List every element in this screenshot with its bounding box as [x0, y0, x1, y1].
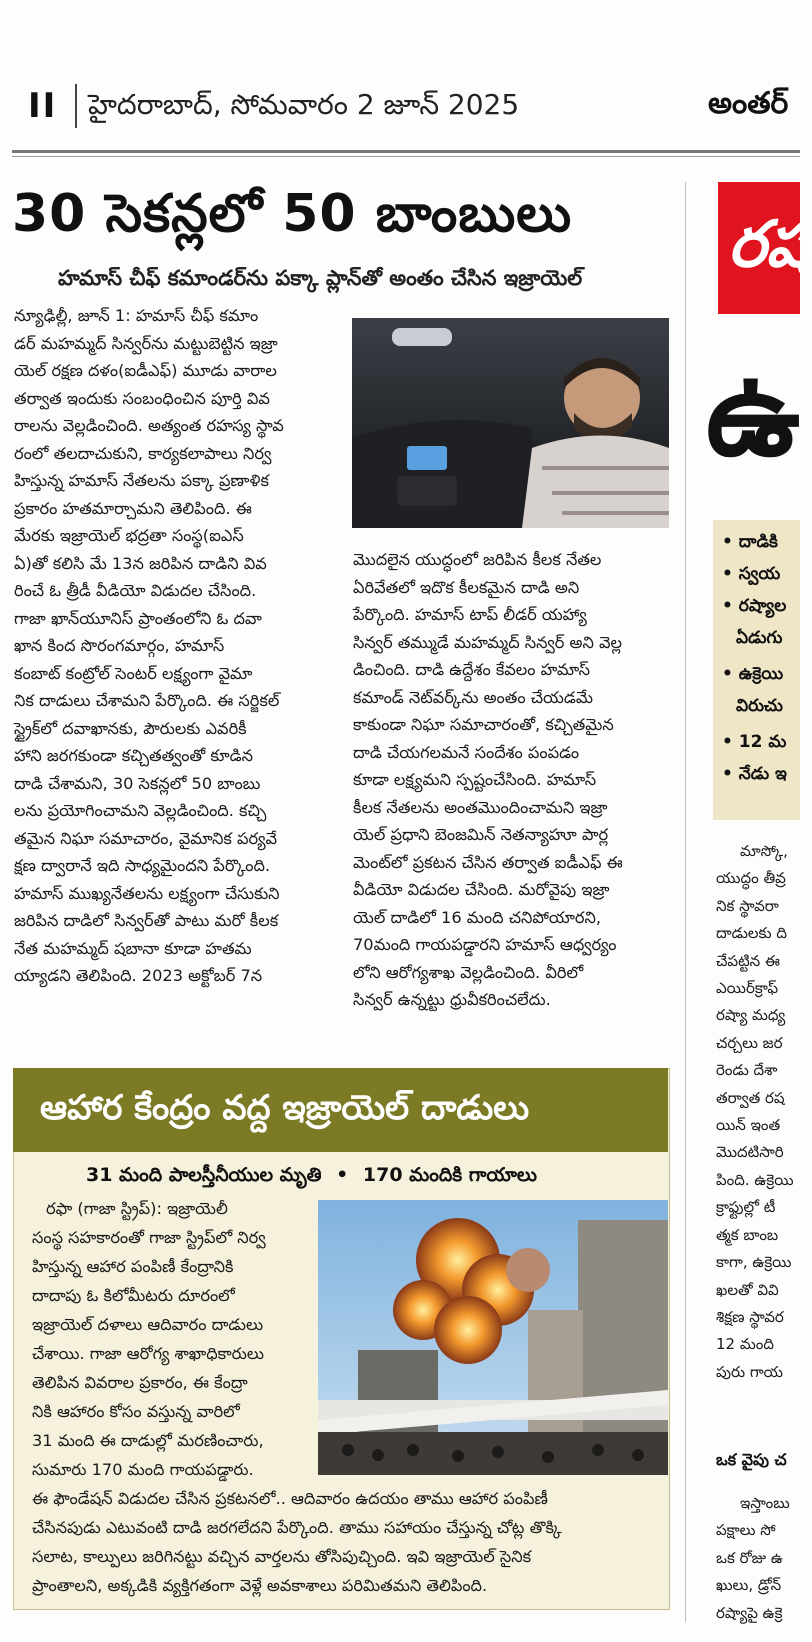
bullet-item: • దాడికి	[722, 532, 778, 552]
article-line: కమాండ్ నెట్‌వర్క్‌ను అంతం చేయడమే	[353, 687, 593, 707]
article-line: వీడియో విడుదల చేసింది. మరోవైపు ఇజ్రా	[353, 880, 610, 899]
article-line: దాడి చేశామని, 30 సెకన్లలో 50 బాంబు	[14, 773, 261, 793]
article-line: దాదాపు ఓ కిలోమీటరు దూరంలో	[32, 1286, 235, 1305]
article-line: పింది. ఉక్రెయి	[716, 1170, 794, 1189]
article-line: ఏ)తో కలిసి మే 13న జరిపిన దాడిని వివ	[14, 553, 267, 573]
article-line: రాలను వెల్లడించింది. అత్యంత రహస్య స్థావ	[14, 416, 284, 435]
article-line: ప్రకారం హతమార్చామని తెలిపింది. ఈ	[14, 498, 252, 518]
article-line: తర్వాత ఇందుకు సంబంధించిన పూర్తి వివ	[14, 388, 270, 408]
right-section-heading: ఒక వైపు చ	[716, 1450, 787, 1469]
article-line: మాస్కో,	[740, 842, 788, 860]
right-article-text	[716, 838, 794, 1386]
article-line: చేపట్టిన ఈ	[716, 951, 780, 970]
bullet-item: • 12 మ	[722, 732, 787, 752]
article-line: ఖలతో వివి	[716, 1280, 779, 1299]
article-line: యెల్ రక్షణ దళం(ఐడీఎఫ్) మూడు వారాల	[14, 361, 277, 380]
article-line: ఏరివేతలో ఇదొక కీలకమైన దాడి అని	[353, 577, 580, 597]
article-line: 70మంది గాయపడ్డారని హమాస్ ఆధ్వర్యం	[353, 935, 617, 954]
article-line: పురు గాయ	[716, 1362, 783, 1381]
article-line: యెల్ దాడిలో 16 మంది చనిపోయారని,	[353, 907, 601, 927]
article-line: 31 మంది ఈ దాడుల్లో మరణించారు,	[32, 1431, 264, 1450]
bullet-text: నేడు ఇ	[738, 764, 787, 784]
article-line: ఖాన కింద సొరంగమార్గం, హమాస్	[14, 636, 225, 655]
bullet: •	[336, 1164, 349, 1186]
page-marker: II	[28, 86, 58, 126]
box-column-text	[32, 1194, 317, 1484]
bullet-item: • స్వయ	[722, 564, 781, 584]
article-line: ఇస్తాంబు	[740, 1494, 790, 1512]
article-line: హమాస్ ముఖ్యనేతలను లక్ష్యంగా చేసుకుని	[14, 883, 280, 903]
article-line: హాని జరగకుండా కచ్చితత్వంతో కూడిన	[14, 746, 253, 765]
article-line: నిక స్థావరా	[716, 896, 779, 915]
article-line: ఈ ఫౌండేషన్ విడుదల చేసిన ప్రకటనలో.. ఆదివారం ఉదయం తాము ఆహార పంపిణీ	[32, 1489, 548, 1508]
section-title: అంతర్	[708, 86, 789, 121]
box-full-text	[32, 1484, 652, 1600]
top-rule	[12, 150, 800, 153]
bullet-item: • రష్యాల	[722, 596, 787, 616]
article-line: హిస్తున్న ఆహార పంపిణీ కేంద్రానికి	[32, 1257, 234, 1276]
article-line: రంలో తలదాచుకుని, కార్యకలాపాలు నిర్వ	[14, 443, 272, 463]
article-line: రెండు దేశా	[716, 1061, 778, 1080]
box-subhead-left: 31 మంది పాలస్తీనీయుల మృతి	[86, 1164, 322, 1186]
article-line: ఒక రోజు ఉ	[716, 1548, 783, 1567]
story-photo-explosion	[318, 1200, 668, 1475]
article-line: చేశాయి. గాజా ఆరోగ్య శాఖాధికారులు	[32, 1344, 264, 1363]
right-headline-letter: ఉ	[706, 344, 801, 482]
article-line: న్యూఢిల్లీ, జూన్ 1: హమాస్ చీఫ్ కమాం	[14, 306, 259, 325]
article-line: శిక్షణ స్థావర	[716, 1307, 784, 1326]
red-banner-text: రష	[728, 208, 812, 282]
article-line: చర్చలు జర	[716, 1033, 783, 1052]
article-line: కాగా, ఉక్రెయి	[716, 1253, 792, 1272]
bullet-item	[722, 696, 787, 732]
main-subhead: హమాస్ చీఫ్ కమాండర్‌ను పక్కా ప్లాన్‌తో అంతం చేసిన ఇజ్రాయెల్	[58, 266, 583, 290]
bullet-text: విరుచు	[736, 696, 783, 716]
article-line: రష్యాపై ఉక్రె	[716, 1603, 783, 1622]
article-line: మెంట్‌లో ప్రకటన చేసిన తర్వాత ఐడీఎఫ్ ఈ	[353, 852, 623, 872]
article-line: సుమారు 170 మంది గాయపడ్డారు.	[32, 1460, 254, 1479]
article-line: డర్ మహమ్మద్ సిన్వర్‌ను మట్టుబెట్టిన ఇజ్రా	[14, 333, 278, 353]
dateline: హైదరాబాద్, సోమవారం 2 జూన్ 2025	[88, 88, 520, 121]
article-line: గాజా ఖాన్‌యూనిస్ ప్రాంతంలోని ఓ దవా	[14, 608, 262, 628]
column-divider	[685, 182, 686, 1622]
article-line: 12 మంది	[716, 1335, 774, 1354]
box-headline: ఆహార కేంద్రం వద్ద ఇజ్రాయెల్ దాడులు	[40, 1088, 530, 1128]
article-line: ఎయిర్‌క్రాఫ్	[716, 979, 779, 998]
article-line: రఫా (గాజా స్ట్రిప్): ఇజ్రాయెలీ	[46, 1199, 228, 1218]
article-line: మొదటిసారి	[716, 1143, 784, 1162]
article-line: రష్యా మధ్య	[716, 1006, 786, 1025]
article-line: హిస్తున్న హమాస్ నేతలను పక్కా ప్రణాళిక	[14, 471, 269, 490]
bullet-text: దాడికి	[738, 532, 778, 552]
article-line: డించింది. దాడి ఉద్దేశం కేవలం హమాస్	[353, 660, 591, 679]
article-line: స్ట్రైక్‌లో దవాఖానకు, పౌరులకు ఎవరికీ	[14, 718, 247, 738]
top-rule-thin	[12, 156, 800, 157]
article-line: య్యాడని తెలిపింది. 2023 అక్టోబర్ 7న	[14, 966, 263, 985]
article-line: సలాట, కాల్పులు జరిగినట్టు వచ్చిన వార్తలను తోసిపుచ్చింది. ఇవి ఇజ్రాయెల్ సైనిక	[32, 1547, 532, 1566]
article-line: తర్వాత రష	[716, 1088, 785, 1107]
article-line: క్రాఫ్టుల్లో టీ	[716, 1198, 776, 1217]
article-column-1	[14, 302, 332, 990]
article-line: పేర్కొంది. హమాస్ టాప్ లీడర్ యహ్యా	[353, 605, 587, 624]
article-line: త్మక బాంబ	[716, 1225, 779, 1244]
bullet-text: రష్యాల	[738, 596, 787, 616]
article-line: తెలిపిన వివరాల ప్రకారం, ఈ కేంద్రా	[32, 1373, 248, 1392]
story-photo-car	[352, 318, 669, 528]
article-line: సిన్వర్ ఉన్నట్టు ధ్రువీకరించలేదు.	[353, 990, 551, 1009]
bullet-text: ఉక్రెయి	[738, 664, 784, 684]
article-line: నికి ఆహారం కోసం వస్తున్న వారిలో	[32, 1402, 240, 1421]
article-line: దాడి చేయగలమనే సందేశం పంపడం	[353, 742, 580, 762]
bullet-item: • నేడు ఇ	[722, 764, 787, 784]
bullet-item: • ఉక్రెయి	[722, 664, 784, 684]
article-line: చేసినపుడు ఎటువంటి దాడి జరగలేదని పేర్కొంది. తాము సహాయం చేస్తున్న చోట్ల తొక్కి	[32, 1518, 562, 1537]
bullet-text: స్వయ	[738, 564, 781, 584]
article-line: లోని ఆరోగ్యశాఖ వెల్లడించింది. వీరిలో	[353, 962, 584, 982]
article-line: దాడులకు ది	[716, 924, 787, 943]
article-line: ఇజ్రాయెల్ దళాలు ఆదివారం దాడులు	[32, 1315, 264, 1334]
article-line: యుద్ధం తీవ్ర	[716, 869, 786, 888]
article-line: కంబాట్ కంట్రోల్ సెంటర్ లక్ష్యంగా వైమా	[14, 663, 253, 683]
article-line: మేరకు ఇజ్రాయెల్ భద్రతా సంస్థ(ఐఎస్	[14, 526, 244, 545]
right-bullet-list	[722, 532, 787, 796]
article-line: సంస్థ సహకారంతో గాజా స్ట్రిప్‌లో నిర్వ	[32, 1228, 266, 1247]
main-headline: 30 సెకన్లలో 50 బాంబులు	[12, 184, 573, 244]
article-line: లను ప్రయోగించామని వెల్లడించింది. కచ్చి	[14, 801, 267, 820]
bullet-text: ఏడుగు	[736, 628, 783, 648]
article-line: తమైన నిఘా సమాచారం, వైమానిక పర్యవే	[14, 828, 278, 848]
article-line: మొదలైన యుద్ధంలో జరిపిన కీలక నేతల	[353, 550, 602, 569]
box-subhead	[86, 1164, 646, 1191]
article-line: నిక దాడులు చేశామని పేర్కొంది. ఈ సర్జికల్	[14, 691, 280, 710]
article-line: నేత మహమ్మద్ షబానా కూడా హతమ	[14, 938, 252, 958]
article-line: ఖులు, డ్రోన్	[716, 1576, 782, 1595]
bullet-item	[722, 628, 787, 664]
article-line: కీలక నేతలను అంతమొందించామని ఇజ్రా	[353, 797, 608, 817]
article-line: యెల్ ప్రధాని బెంజమిన్ నెతన్యాహూ పార్ల	[353, 825, 609, 844]
box-subhead-right: 170 మందికి గాయాలు	[362, 1164, 537, 1186]
article-line: క్షణ ద్వారానే ఇది సాధ్యమైందని పేర్కొంది.	[14, 856, 271, 875]
masthead-divider	[75, 84, 77, 128]
article-line: కాకుండా నిఘా సమాచారంతో, కచ్చితమైన	[353, 715, 614, 734]
article-column-2	[353, 546, 669, 1014]
article-line: ప్రాంతాలని, అక్కడికి వ్యక్తిగతంగా వెళ్లే అవకాశాలు పరిమితమని తెలిపింది.	[32, 1576, 488, 1595]
article-line: జరిపిన దాడిలో సిన్వర్‌తో పాటు మరో కీలక	[14, 911, 279, 930]
article-line: రించే ఓ త్రీడీ వీడియో విడుదల చేసింది.	[14, 581, 257, 600]
article-line: యిన్ ఇంత	[716, 1116, 781, 1135]
right-article-text-2	[716, 1490, 790, 1627]
article-line: సిన్వర్ తమ్ముడే మహమ్మద్ సిన్వర్ అని వెల్ల	[353, 632, 622, 652]
bullet-text: 12 మ	[738, 732, 787, 752]
article-line: కూడా లక్ష్యమని స్పష్టంచేసింది. హమాస్	[353, 770, 597, 789]
article-line: పక్షాలు సో	[716, 1521, 776, 1540]
